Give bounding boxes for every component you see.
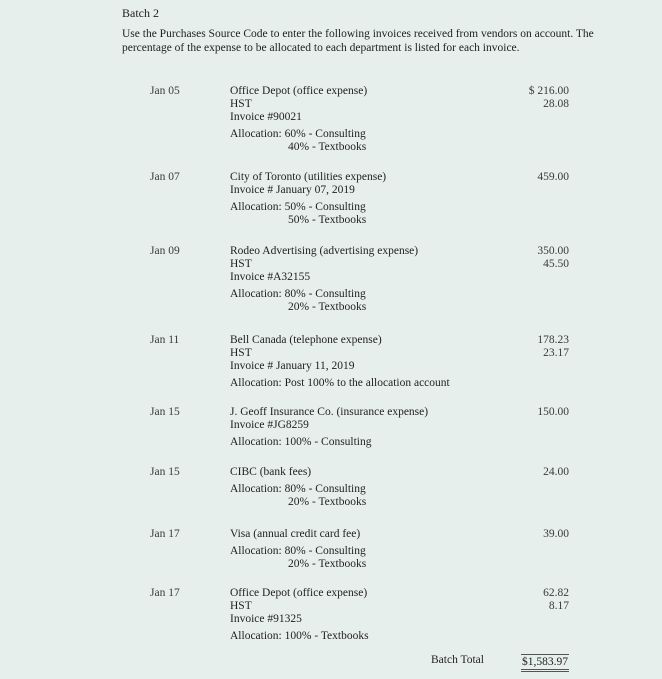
vendor-line: Rodeo Advertising (advertising expense) xyxy=(230,245,419,257)
instructions-paragraph: Use the Purchases Source Code to enter the following invoices received from vendors on account. The percentage of the expense to be allocated to each department is listed for each invoice. xyxy=(122,28,594,54)
entry-date: Jan 11 xyxy=(150,334,180,346)
amount-value: $ 216.00 xyxy=(528,85,569,97)
amount-value: 459.00 xyxy=(537,171,569,183)
entry-date: Jan 15 xyxy=(150,406,180,418)
entry-description xyxy=(230,587,510,643)
tax-line: HST xyxy=(230,98,252,110)
batch-total-value: $1,583.97 xyxy=(521,654,569,672)
batch-title: Batch 2 xyxy=(122,6,159,20)
entry-description xyxy=(230,528,510,571)
entry-amounts xyxy=(543,587,569,613)
vendor-line: CIBC (bank fees) xyxy=(230,466,312,478)
allocation-secondary: 20% - Textbooks xyxy=(288,558,367,570)
vendor-line: Bell Canada (telephone expense) xyxy=(230,334,382,346)
entry-date: Jan 17 xyxy=(150,528,180,540)
amount-value: 8.17 xyxy=(548,600,569,612)
entry-amounts xyxy=(537,245,569,271)
amount-value: 24.00 xyxy=(543,466,569,478)
allocation-primary: Allocation: Post 100% to the allocation account xyxy=(230,377,450,389)
allocation-secondary: 50% - Textbooks xyxy=(288,214,367,226)
vendor-line: Office Depot (office expense) xyxy=(230,587,368,599)
entry-date: Jan 07 xyxy=(150,171,180,183)
allocation-secondary: 40% - Textbooks xyxy=(288,141,367,153)
vendor-line: J. Geoff Insurance Co. (insurance expense) xyxy=(230,406,429,418)
entry-amounts xyxy=(543,466,569,479)
entry-amounts xyxy=(543,528,569,541)
entry-amounts xyxy=(537,171,569,184)
amount-value: 23.17 xyxy=(543,347,569,359)
invoice-number: Invoice # January 11, 2019 xyxy=(230,360,355,372)
amount-value: 150.00 xyxy=(537,406,569,418)
invoice-number: Invoice # January 07, 2019 xyxy=(230,184,355,196)
amount-value: 28.08 xyxy=(543,98,569,110)
vendor-line: Visa (annual credit card fee) xyxy=(230,528,361,540)
invoice-number: Invoice #JG8259 xyxy=(230,419,309,431)
entry-description xyxy=(230,466,510,509)
amount-value: 62.82 xyxy=(543,587,569,599)
entry-amounts xyxy=(529,85,569,111)
allocation-secondary: 20% - Textbooks xyxy=(288,496,367,508)
entry-description xyxy=(230,245,510,314)
entry-date: Jan 15 xyxy=(150,466,180,478)
entry-amounts xyxy=(537,334,569,360)
entry-description xyxy=(230,171,510,227)
allocation-primary: Allocation: 80% - Consulting xyxy=(230,545,366,557)
vendor-line: Office Depot (office expense) xyxy=(230,85,368,97)
tax-line: HST xyxy=(230,258,252,270)
entry-date: Jan 09 xyxy=(150,245,180,257)
allocation-primary: Allocation: 50% - Consulting xyxy=(230,201,366,213)
amount-value: 350.00 xyxy=(537,245,569,257)
entry-description xyxy=(230,406,510,449)
entry-date: Jan 17 xyxy=(150,587,180,599)
tax-line: HST xyxy=(230,600,252,612)
tax-line: HST xyxy=(230,347,252,359)
invoice-number: Invoice #A32155 xyxy=(230,271,311,283)
allocation-primary: Allocation: 80% - Consulting xyxy=(230,483,366,495)
amount-value: 45.50 xyxy=(543,258,569,270)
batch-total-label: Batch Total xyxy=(431,654,484,666)
entry-date: Jan 05 xyxy=(150,85,180,97)
entry-amounts xyxy=(537,406,569,419)
allocation-primary: Allocation: 100% - Textbooks xyxy=(230,630,369,642)
allocation-primary: Allocation: 60% - Consulting xyxy=(230,128,366,140)
invoice-number: Invoice #90021 xyxy=(230,111,302,123)
entry-description xyxy=(230,85,510,154)
invoice-number: Invoice #91325 xyxy=(230,613,302,625)
vendor-line: City of Toronto (utilities expense) xyxy=(230,171,387,183)
amount-value: 39.00 xyxy=(543,528,569,540)
entry-description xyxy=(230,334,510,390)
allocation-primary: Allocation: 80% - Consulting xyxy=(230,288,366,300)
amount-value: 178.23 xyxy=(537,334,569,346)
allocation-primary: Allocation: 100% - Consulting xyxy=(230,436,372,448)
allocation-secondary: 20% - Textbooks xyxy=(288,301,367,313)
